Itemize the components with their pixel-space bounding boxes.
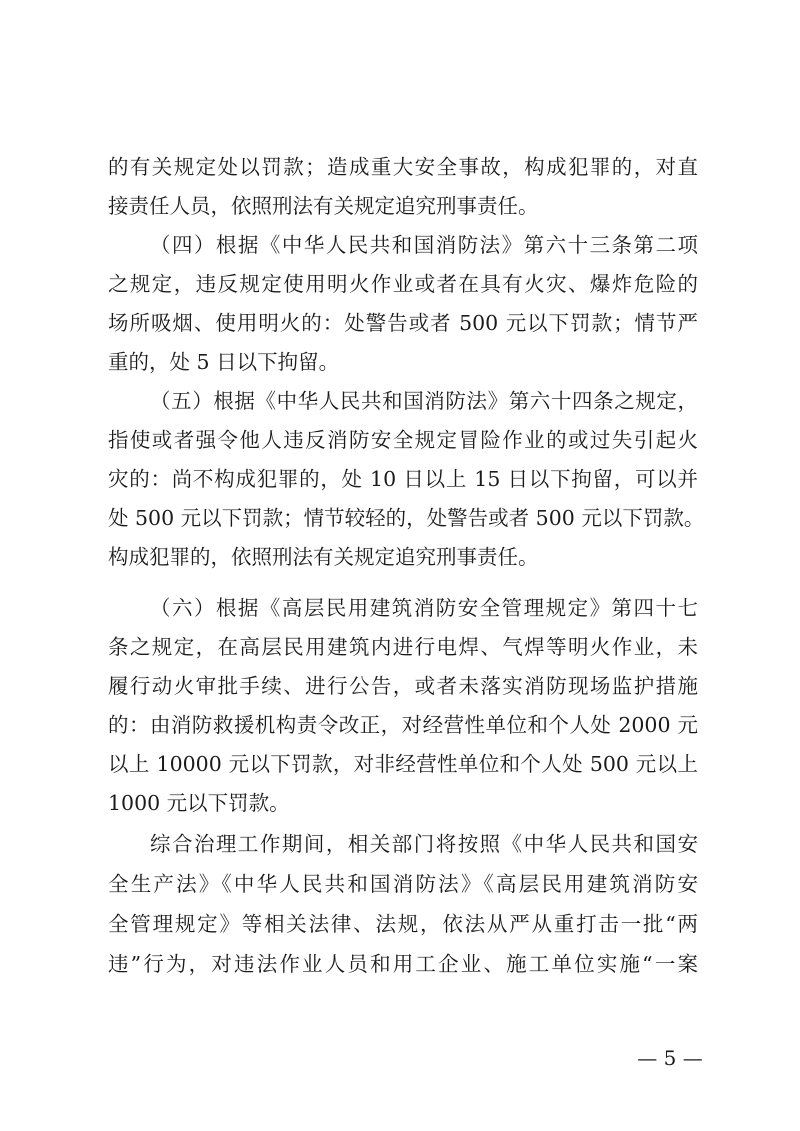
text-line: 重的，处 5 日以下拘留。 bbox=[108, 350, 340, 374]
text-line: 全生产法》《中华人民共和国消防法》《高层民用建筑消防安 bbox=[108, 872, 698, 896]
text-line: （五）根据《中华人民共和国消防法》第六十四条之规定， bbox=[150, 389, 698, 413]
text-line: 之规定，违反规定使用明火作业或者在具有火灾、爆炸危险的 bbox=[108, 272, 698, 296]
text-line: 条之规定，在高层民用建筑内进行电焊、气焊等明火作业，未 bbox=[108, 635, 698, 659]
text-line: 全管理规定》等相关法律、法规，依法从严从重打击一批“两 bbox=[108, 912, 698, 936]
text-line: 1000 元以下罚款。 bbox=[108, 791, 290, 815]
text-line: （六）根据《高层民用建筑消防安全管理规定》第四十七 bbox=[150, 596, 698, 620]
text-line: 处 500 元以下罚款；情节较轻的，处警告或者 500 元以下罚款。 bbox=[108, 506, 705, 530]
text-line: 综合治理工作期间，相关部门将按照《中华人民共和国安 bbox=[150, 832, 698, 856]
text-line: 的：由消防救援机构责令改正，对经营性单位和个人处 2000 元 bbox=[108, 713, 698, 737]
text-line: 指使或者强令他人违反消防安全规定冒险作业的或过失引起火 bbox=[108, 428, 698, 452]
text-line: 以上 10000 元以下罚款，对非经营性单位和个人处 500 元以上 bbox=[108, 752, 698, 776]
text-line: 履行动火审批手续、进行公告，或者未落实消防现场监护措施 bbox=[108, 674, 698, 698]
text-line: 的有关规定处以罚款；造成重大安全事故，构成犯罪的，对直 bbox=[108, 155, 698, 179]
text-line: 接责任人员，依照刑法有关规定追究刑事责任。 bbox=[108, 194, 539, 218]
text-line: （四）根据《中华人民共和国消防法》第六十三条第二项 bbox=[150, 233, 698, 257]
text-line: 场所吸烟、使用明火的：处警告或者 500 元以下罚款；情节严 bbox=[108, 311, 698, 335]
page-number: — 5 — bbox=[637, 1046, 703, 1070]
text-line: 违”行为，对违法作业人员和用工企业、施工单位实施“一案 bbox=[108, 952, 698, 976]
text-line: 构成犯罪的，依照刑法有关规定追究刑事责任。 bbox=[108, 545, 539, 569]
text-line: 灾的：尚不构成犯罪的，处 10 日以上 15 日以下拘留，可以并 bbox=[108, 467, 698, 491]
